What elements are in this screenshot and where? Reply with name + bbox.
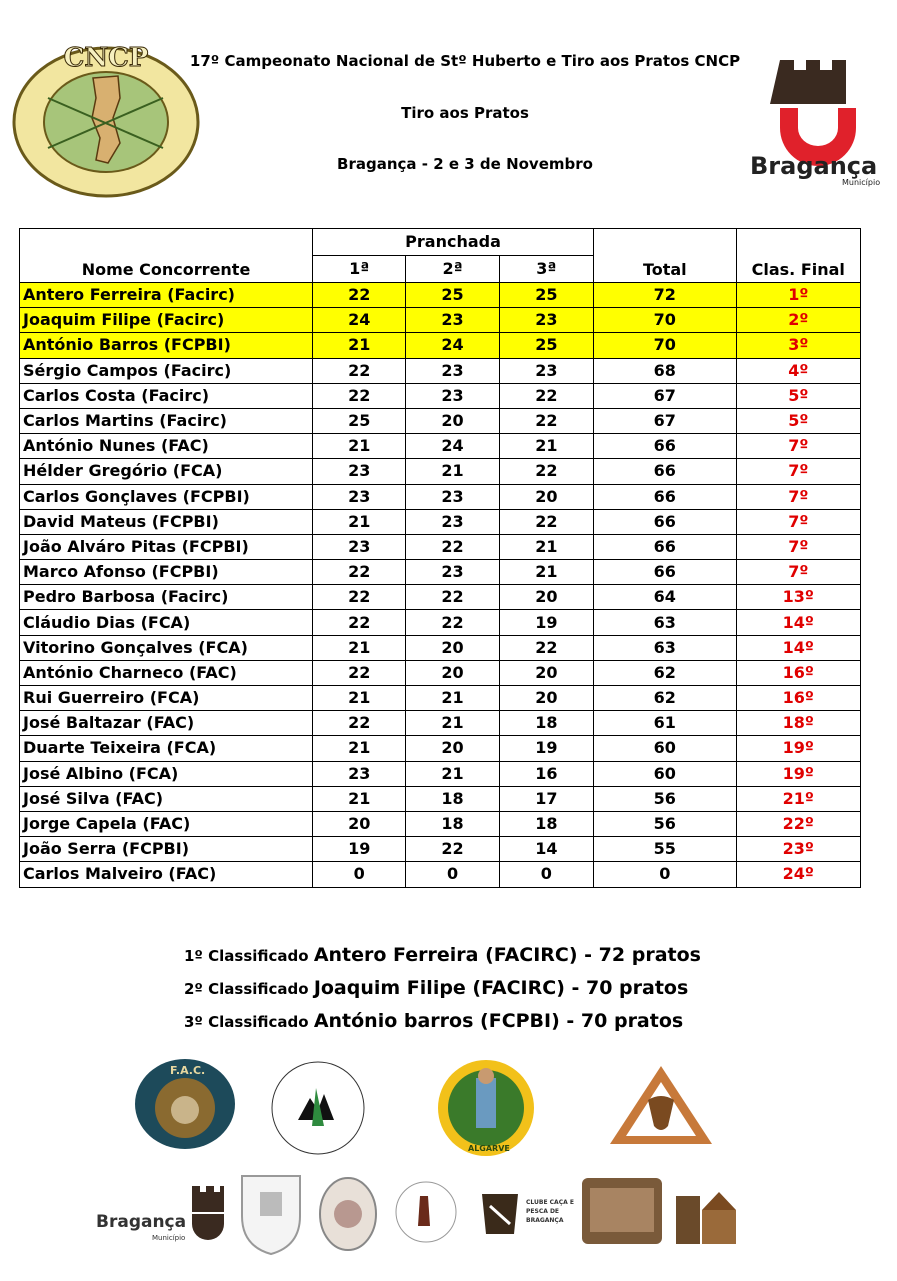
competitor-name: David Mateus (FCPBI) [20,509,313,534]
competitor-name: Vitorino Gonçalves (FCA) [20,635,313,660]
competitor-name: Sérgio Campos (Facirc) [20,358,313,383]
score-p2: 23 [406,383,499,408]
score-p2: 18 [406,786,499,811]
final-rank: 2º [736,308,860,333]
final-rank: 19º [736,736,860,761]
score-p3: 23 [499,308,593,333]
federacao-logo [268,1058,368,1162]
competitor-name: Hélder Gregório (FCA) [20,459,313,484]
table-row [20,358,861,383]
crest-logo-1 [236,1166,306,1260]
score-total: 64 [594,585,737,610]
score-p1: 22 [313,560,406,585]
score-p1: 21 [313,434,406,459]
score-total: 55 [594,837,737,862]
table-row [20,862,861,887]
event-title: 17º Campeonato Nacional de Stº Huberto e Tiro aos Pratos CNCP [189,52,741,70]
score-p3: 22 [499,635,593,660]
competitor-name: Rui Guerreiro (FCA) [20,686,313,711]
table-row [20,534,861,559]
table-row [20,560,861,585]
score-p3: 20 [499,660,593,685]
score-total: 60 [594,761,737,786]
table-row [20,509,861,534]
score-p2: 22 [406,585,499,610]
final-rank: 13º [736,585,860,610]
competitor-name: José Albino (FCA) [20,761,313,786]
competitor-name: Antero Ferreira (Facirc) [20,283,313,308]
score-p3: 22 [499,383,593,408]
table-row [20,660,861,685]
score-p1: 21 [313,736,406,761]
score-p2: 23 [406,358,499,383]
cncp-logo-text: CNCP [63,43,149,73]
competitor-name: Carlos Malveiro (FAC) [20,862,313,887]
braganca-logo [748,56,888,186]
score-p1: 22 [313,358,406,383]
competitor-name: Cláudio Dias (FCA) [20,610,313,635]
fac-logo: F.A.C. [134,1058,236,1154]
winner-2: 2º Classificado Joaquim Filipe (FACIRC) - 70 pratos [184,977,689,999]
braganca-logo-sub: Município [842,178,881,187]
score-p1: 22 [313,711,406,736]
table-row [20,711,861,736]
score-total: 62 [594,686,737,711]
competitor-name: Jorge Capela (FAC) [20,811,313,836]
score-p3: 0 [499,862,593,887]
final-rank: 3º [736,333,860,358]
final-rank: 7º [736,434,860,459]
score-p3: 16 [499,761,593,786]
final-rank: 14º [736,610,860,635]
competitor-name: Carlos Costa (Facirc) [20,383,313,408]
final-rank: 21º [736,786,860,811]
score-p1: 19 [313,837,406,862]
table-row [20,283,861,308]
score-p3: 25 [499,333,593,358]
table-row [20,408,861,433]
score-p1: 24 [313,308,406,333]
col-header-name: Nome Concorrente [20,229,313,283]
score-p1: 22 [313,383,406,408]
final-rank: 5º [736,383,860,408]
score-p2: 24 [406,434,499,459]
final-rank: 16º [736,686,860,711]
score-total: 66 [594,534,737,559]
table-row [20,736,861,761]
score-p1: 21 [313,333,406,358]
score-total: 56 [594,811,737,836]
score-total: 66 [594,484,737,509]
score-p3: 21 [499,434,593,459]
monument-logo [672,1176,754,1252]
clube-caca-logo: CLUBE CAÇA E PESCA DE BRAGANÇA [476,1186,524,1242]
col-header-pranchada: Pranchada [313,229,594,256]
score-p1: 0 [313,862,406,887]
score-total: 66 [594,509,737,534]
brown-box-logo [580,1176,664,1250]
event-subtitle: Tiro aos Pratos [401,104,529,122]
braganca-logo-name: Bragança [750,152,878,180]
score-p2: 20 [406,736,499,761]
score-p1: 22 [313,283,406,308]
score-p2: 20 [406,408,499,433]
braganca-footer-logo: Bragança Município [96,1182,226,1252]
score-p2: 23 [406,509,499,534]
competitor-name: António Charneco (FAC) [20,660,313,685]
score-p3: 19 [499,610,593,635]
score-p1: 21 [313,786,406,811]
score-p2: 25 [406,283,499,308]
score-p2: 21 [406,686,499,711]
score-p3: 20 [499,686,593,711]
table-row [20,383,861,408]
table-row [20,635,861,660]
final-rank: 1º [736,283,860,308]
competitor-name: Joaquim Filipe (Facirc) [20,308,313,333]
score-p3: 14 [499,837,593,862]
score-p2: 0 [406,862,499,887]
score-p3: 18 [499,711,593,736]
competitor-name: João Serra (FCPBI) [20,837,313,862]
table-row [20,308,861,333]
score-p2: 22 [406,610,499,635]
final-rank: 16º [736,660,860,685]
final-rank: 19º [736,761,860,786]
hunter-circle-logo [394,1176,458,1252]
cncp-logo [8,38,204,198]
final-rank: 14º [736,635,860,660]
score-p3: 18 [499,811,593,836]
score-total: 68 [594,358,737,383]
score-p2: 18 [406,811,499,836]
col-header-p2: 2ª [406,256,499,283]
score-p3: 19 [499,736,593,761]
final-rank: 23º [736,837,860,862]
score-p3: 17 [499,786,593,811]
score-total: 61 [594,711,737,736]
final-rank: 24º [736,862,860,887]
score-p3: 20 [499,484,593,509]
score-p1: 23 [313,484,406,509]
score-total: 62 [594,660,737,685]
table-row [20,434,861,459]
competitor-name: Carlos Gonçlaves (FCPBI) [20,484,313,509]
score-p1: 20 [313,811,406,836]
score-p3: 20 [499,585,593,610]
score-total: 63 [594,635,737,660]
score-p2: 22 [406,534,499,559]
crest-logo-2 [316,1170,380,1258]
final-rank: 7º [736,509,860,534]
table-row [20,484,861,509]
col-header-p3: 3ª [499,256,593,283]
score-total: 70 [594,308,737,333]
score-p1: 25 [313,408,406,433]
score-total: 72 [594,283,737,308]
table-row [20,333,861,358]
competitor-name: João Alváro Pitas (FCPBI) [20,534,313,559]
score-p1: 23 [313,459,406,484]
final-rank: 7º [736,459,860,484]
table-row [20,837,861,862]
winner-1: 1º Classificado Antero Ferreira (FACIRC) - 72 pratos [184,944,701,966]
score-p2: 20 [406,635,499,660]
score-total: 0 [594,862,737,887]
col-header-p1: 1ª [313,256,406,283]
competitor-name: Marco Afonso (FCPBI) [20,560,313,585]
score-total: 66 [594,434,737,459]
score-total: 63 [594,610,737,635]
score-p3: 22 [499,408,593,433]
col-header-total: Total [594,229,737,283]
final-rank: 22º [736,811,860,836]
score-p3: 21 [499,534,593,559]
final-rank: 4º [736,358,860,383]
score-total: 56 [594,786,737,811]
results-table [19,228,861,888]
score-p3: 22 [499,459,593,484]
score-p2: 21 [406,711,499,736]
score-p1: 22 [313,610,406,635]
score-p2: 24 [406,333,499,358]
score-p2: 23 [406,308,499,333]
score-total: 66 [594,560,737,585]
final-rank: 7º [736,484,860,509]
score-p2: 23 [406,484,499,509]
score-p1: 21 [313,635,406,660]
score-total: 67 [594,383,737,408]
score-p1: 21 [313,509,406,534]
competitor-name: António Nunes (FAC) [20,434,313,459]
score-p3: 23 [499,358,593,383]
deer-logo [608,1064,714,1152]
score-p2: 23 [406,560,499,585]
final-rank: 7º [736,534,860,559]
col-header-class: Clas. Final [736,229,860,283]
algarve-logo: ALGARVE [430,1058,542,1162]
table-row [20,610,861,635]
table-row [20,459,861,484]
competitor-name: Duarte Teixeira (FCA) [20,736,313,761]
score-p2: 21 [406,459,499,484]
score-p1: 22 [313,660,406,685]
competitor-name: António Barros (FCPBI) [20,333,313,358]
table-row [20,686,861,711]
final-rank: 5º [736,408,860,433]
score-p1: 23 [313,534,406,559]
score-p2: 22 [406,837,499,862]
score-p3: 22 [499,509,593,534]
competitor-name: Pedro Barbosa (Facirc) [20,585,313,610]
competitor-name: Carlos Martins (Facirc) [20,408,313,433]
score-p2: 20 [406,660,499,685]
table-row [20,761,861,786]
event-location-date: Bragança - 2 e 3 de Novembro [337,155,593,173]
table-row [20,585,861,610]
winner-3: 3º Classificado António barros (FCPBI) - 70 pratos [184,1010,684,1032]
score-total: 66 [594,459,737,484]
score-p2: 21 [406,761,499,786]
final-rank: 18º [736,711,860,736]
score-p1: 23 [313,761,406,786]
score-total: 67 [594,408,737,433]
table-row [20,811,861,836]
score-total: 70 [594,333,737,358]
score-total: 60 [594,736,737,761]
competitor-name: José Baltazar (FAC) [20,711,313,736]
score-p3: 21 [499,560,593,585]
table-row [20,786,861,811]
competitor-name: José Silva (FAC) [20,786,313,811]
score-p1: 21 [313,686,406,711]
score-p3: 25 [499,283,593,308]
final-rank: 7º [736,560,860,585]
score-p1: 22 [313,585,406,610]
